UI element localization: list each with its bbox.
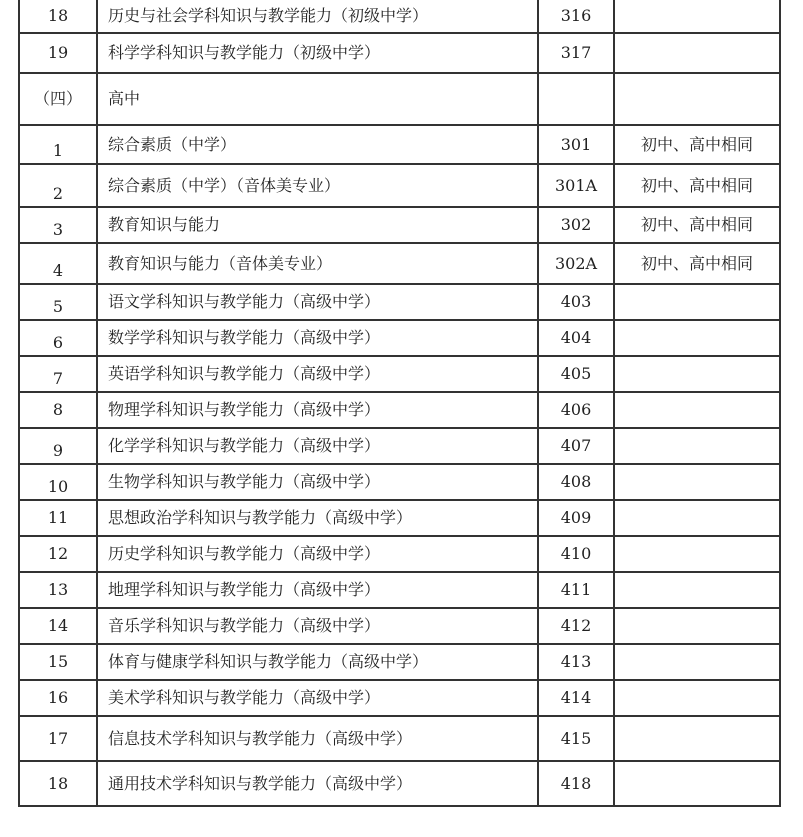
subject-code: 301A [538, 164, 614, 207]
subject-name: 英语学科知识与教学能力（高级中学） [97, 356, 538, 392]
subject-code: 418 [538, 761, 614, 806]
row-note: 初中、高中相同 [614, 125, 780, 164]
subject-name: 综合素质（中学）（音体美专业） [97, 164, 538, 207]
row-number: 3 [19, 207, 97, 243]
subject-code: 414 [538, 680, 614, 716]
row-number: 14 [19, 608, 97, 644]
row-note [614, 73, 780, 125]
subject-name: 物理学科知识与教学能力（高级中学） [97, 392, 538, 428]
subject-name: 科学学科知识与教学能力（初级中学） [97, 33, 538, 73]
row-note [614, 644, 780, 680]
subject-code: 409 [538, 500, 614, 536]
row-number: 19 [19, 33, 97, 73]
table-row [19, 320, 780, 356]
subject-name: 历史与社会学科知识与教学能力（初级中学） [97, 0, 538, 33]
subject-code: 411 [538, 572, 614, 608]
subject-code [538, 73, 614, 125]
subject-code: 405 [538, 356, 614, 392]
row-number: 18 [19, 0, 97, 33]
row-note: 初中、高中相同 [614, 164, 780, 207]
table-row [19, 608, 780, 644]
subject-code: 413 [538, 644, 614, 680]
table-row [19, 125, 780, 164]
subject-name: 信息技术学科知识与教学能力（高级中学） [97, 716, 538, 761]
subject-name: 思想政治学科知识与教学能力（高级中学） [97, 500, 538, 536]
row-note [614, 428, 780, 464]
row-number: 6 [19, 320, 97, 356]
row-note [614, 320, 780, 356]
table-row [19, 680, 780, 716]
subject-name: 地理学科知识与教学能力（高级中学） [97, 572, 538, 608]
row-note [614, 761, 780, 806]
subject-name: 高中 [97, 73, 538, 125]
row-number: 9 [19, 428, 97, 464]
subject-code: 302A [538, 243, 614, 284]
row-note: 初中、高中相同 [614, 207, 780, 243]
row-number: （四） [19, 73, 97, 125]
table-row [19, 392, 780, 428]
row-number: 18 [19, 761, 97, 806]
subject-code: 410 [538, 536, 614, 572]
subject-code: 408 [538, 464, 614, 500]
row-note [614, 464, 780, 500]
row-note [614, 0, 780, 33]
table-row [19, 243, 780, 284]
row-note [614, 680, 780, 716]
subject-name: 美术学科知识与教学能力（高级中学） [97, 680, 538, 716]
subject-code: 407 [538, 428, 614, 464]
subject-name: 语文学科知识与教学能力（高级中学） [97, 284, 538, 320]
row-note [614, 536, 780, 572]
table-row [19, 536, 780, 572]
row-note [614, 716, 780, 761]
row-number: 8 [19, 392, 97, 428]
subject-name: 生物学科知识与教学能力（高级中学） [97, 464, 538, 500]
table-row [19, 572, 780, 608]
row-number: 10 [19, 464, 97, 500]
row-number: 13 [19, 572, 97, 608]
subject-code: 403 [538, 284, 614, 320]
row-number: 2 [19, 164, 97, 207]
row-note [614, 284, 780, 320]
subject-code: 316 [538, 0, 614, 33]
table-row [19, 644, 780, 680]
subject-code: 415 [538, 716, 614, 761]
table-row [19, 464, 780, 500]
row-note [614, 608, 780, 644]
table-row [19, 284, 780, 320]
subject-name: 体育与健康学科知识与教学能力（高级中学） [97, 644, 538, 680]
subject-code: 412 [538, 608, 614, 644]
subject-code: 406 [538, 392, 614, 428]
subject-code: 301 [538, 125, 614, 164]
subject-code: 404 [538, 320, 614, 356]
row-note [614, 356, 780, 392]
table-row [19, 0, 780, 33]
row-note [614, 572, 780, 608]
exam-subject-table [18, 0, 781, 807]
row-number: 4 [19, 243, 97, 284]
table-row [19, 428, 780, 464]
subject-code: 317 [538, 33, 614, 73]
row-note [614, 500, 780, 536]
table-row [19, 761, 780, 806]
row-note: 初中、高中相同 [614, 243, 780, 284]
row-number: 15 [19, 644, 97, 680]
subject-name: 数学学科知识与教学能力（高级中学） [97, 320, 538, 356]
table-row [19, 356, 780, 392]
subject-name: 化学学科知识与教学能力（高级中学） [97, 428, 538, 464]
row-number: 17 [19, 716, 97, 761]
row-note [614, 392, 780, 428]
subject-name: 音乐学科知识与教学能力（高级中学） [97, 608, 538, 644]
subject-name: 教育知识与能力 [97, 207, 538, 243]
subject-code: 302 [538, 207, 614, 243]
row-number: 7 [19, 356, 97, 392]
table-row [19, 164, 780, 207]
row-number: 12 [19, 536, 97, 572]
table-row [19, 73, 780, 125]
subject-name: 历史学科知识与教学能力（高级中学） [97, 536, 538, 572]
row-number: 5 [19, 284, 97, 320]
table-row [19, 33, 780, 73]
row-number: 16 [19, 680, 97, 716]
subject-name: 教育知识与能力（音体美专业） [97, 243, 538, 284]
row-note [614, 33, 780, 73]
table-row [19, 207, 780, 243]
subject-name: 综合素质（中学） [97, 125, 538, 164]
row-number: 1 [19, 125, 97, 164]
row-number: 11 [19, 500, 97, 536]
table-body [19, 0, 780, 806]
table-row [19, 500, 780, 536]
table-row [19, 716, 780, 761]
subject-name: 通用技术学科知识与教学能力（高级中学） [97, 761, 538, 806]
